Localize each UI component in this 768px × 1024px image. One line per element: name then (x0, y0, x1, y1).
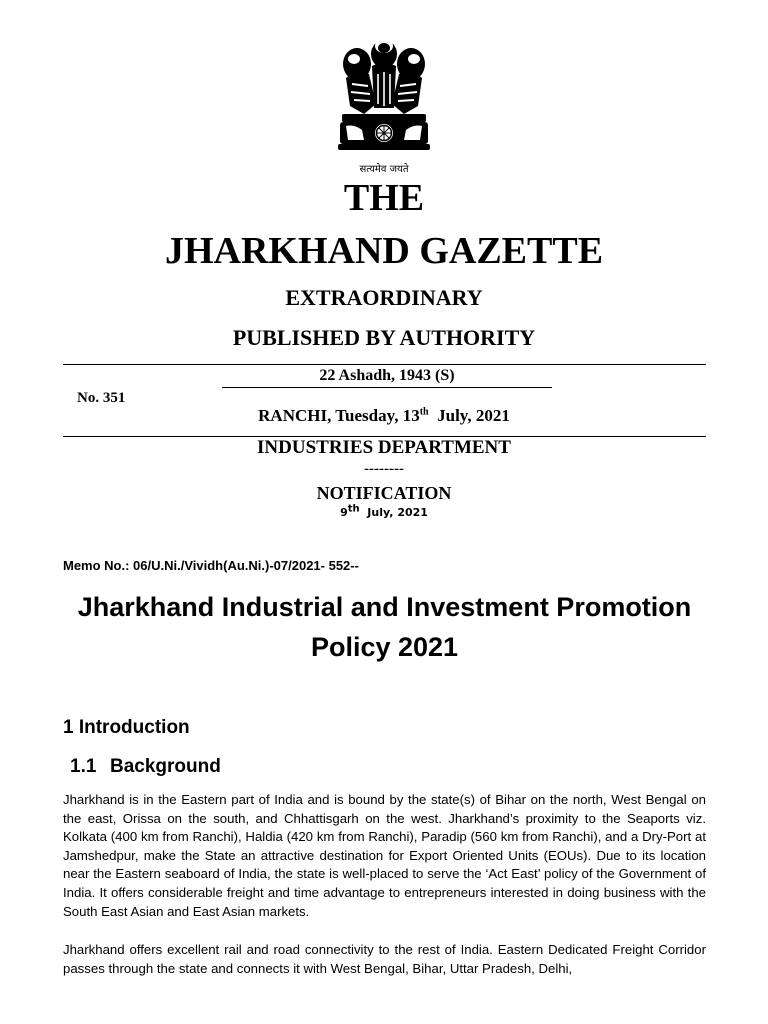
emblem-motto: सत्यमेव जयते (359, 164, 409, 175)
section-number: 1.1 (70, 756, 97, 777)
issue-day-suffix: th (419, 406, 429, 418)
section-title: Background (110, 756, 221, 777)
notification-label: NOTIFICATION (316, 483, 452, 503)
issue-date (0, 405, 768, 427)
issue-number: No. 351 (77, 390, 126, 406)
masthead-top-rule (63, 364, 706, 365)
gazette-authority: PUBLISHED BY AUTHORITY (232, 325, 536, 350)
body-paragraph: Jharkhand is in the Eastern part of India and is bound by the state(s) of Bihar on the north, West Bengal on the east, Orissa on the south, and Chhattisgarh on the west. Jharkhand’s proximity to the Seaports viz. Kolkata (400 km from Ranchi), Haldia (420 km from Ranchi), Paradip (560 km from Ranchi), and a Dry-Port at Jamshedpur, make the State an attractive destination for Export Oriented Units (EOUs). Due to its location near the Eastern seaboard of India, the state is well-placed to serve the ‘Act East’ policy of the Government of India. It offers considerable freight and time advantage to entrepreneurs interested in doing business with the South East Asian and East Asian markets. (63, 792, 706, 919)
gazette-title-the: THE (343, 177, 425, 219)
national-emblem-icon (324, 34, 444, 179)
gazette-edition: EXTRAORDINARY (285, 285, 483, 310)
notification-day: 9 (340, 506, 348, 519)
issue-place-day: RANCHI, Tuesday, 13 (258, 406, 420, 425)
saka-date: 22 Ashadh, 1943 (S) (319, 367, 455, 384)
policy-title: Jharkhand Industrial and Investment Promotion Policy 2021 (77, 592, 692, 662)
section-heading-introduction: 1 Introduction (63, 717, 190, 738)
body-paragraph: Jharkhand offers excellent rail and road connectivity to the rest of India. Eastern Dedicated Freight Corridor passes through the state and connects it with West Bengal, Bihar, Uttar Pradesh, Delhi, (63, 942, 706, 976)
memo-number: Memo No.: 06/U.Ni./Vividh(Au.Ni.)-07/2021- 552-- (63, 558, 359, 573)
date-underline-rule (222, 387, 552, 388)
gazette-title: JHARKHAND GAZETTE (164, 230, 604, 272)
issue-month-year: July, 2021 (437, 406, 510, 425)
notification-day-suffix: th (347, 503, 360, 515)
department-name: INDUSTRIES DEPARTMENT (257, 437, 511, 458)
notification-date (0, 505, 768, 521)
notification-month-year: July, 2021 (367, 506, 428, 519)
section-heading-background (70, 755, 221, 779)
department-separator: -------- (364, 461, 404, 477)
